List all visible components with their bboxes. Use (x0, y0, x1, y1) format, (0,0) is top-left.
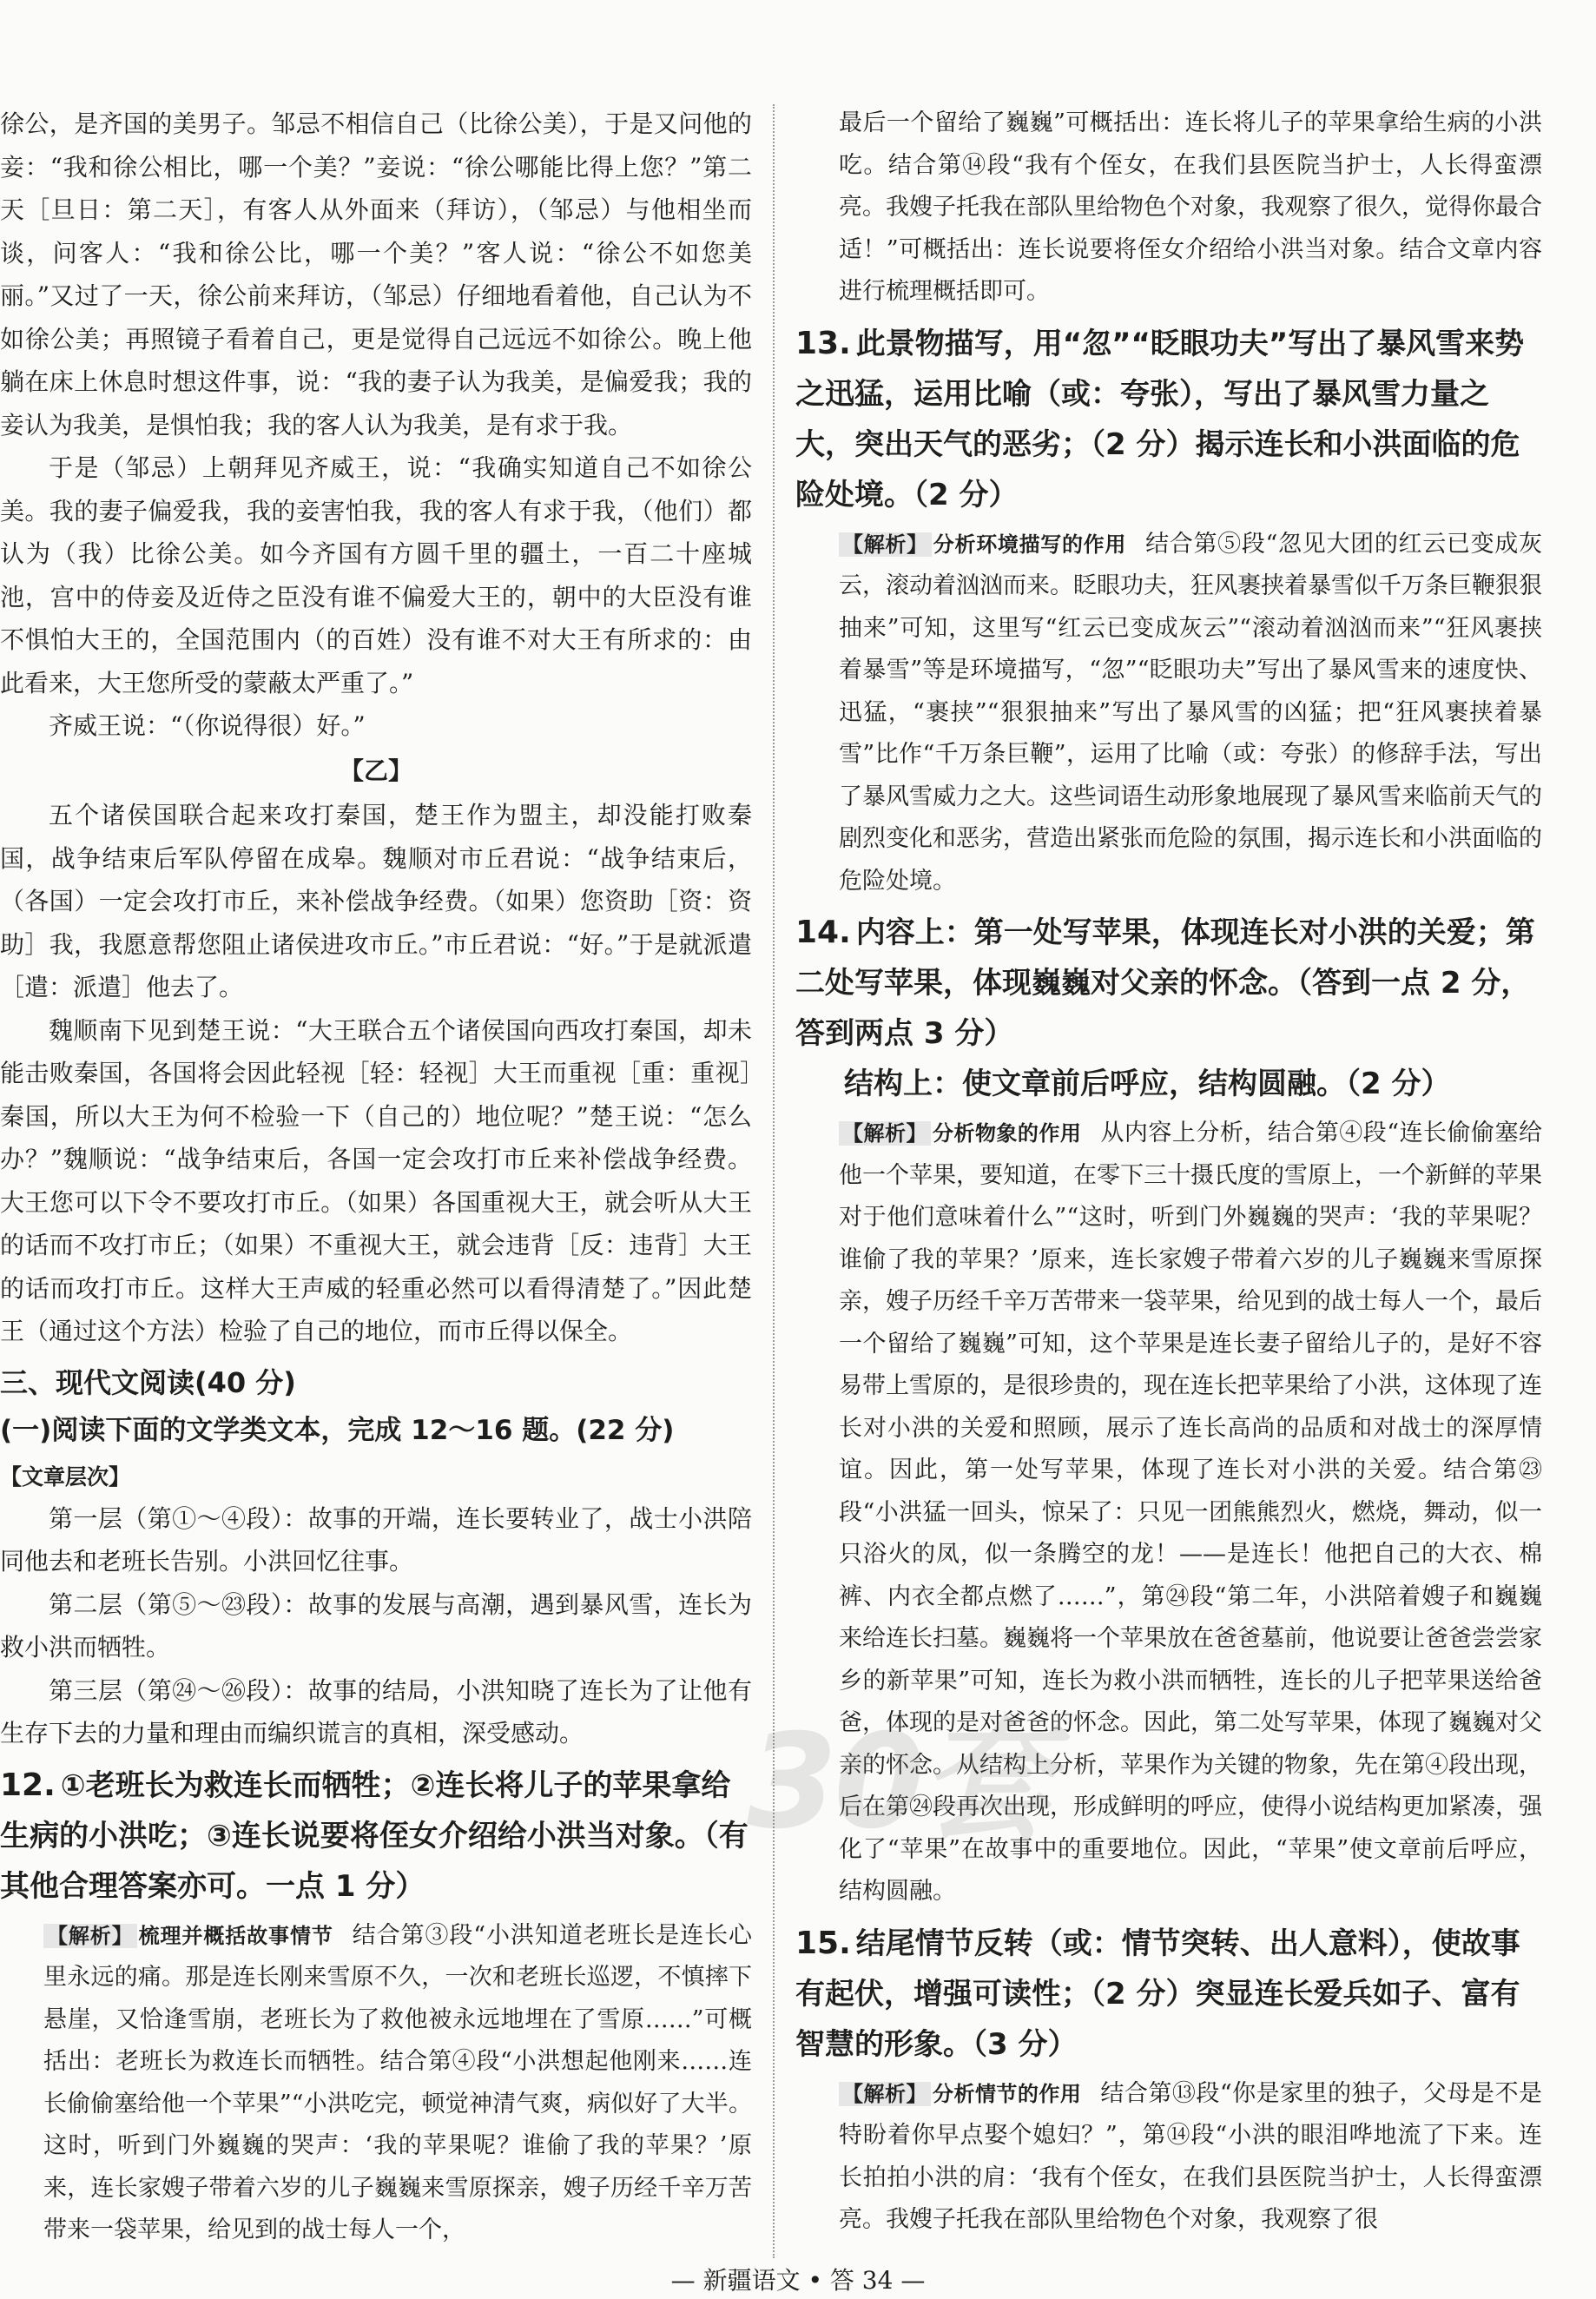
answer-15 (795, 1919, 1542, 2070)
answer-text: 内容上：第一处写苹果，体现连长对小洪的关爱；第二处写苹果，体现巍巍对父亲的怀念。（答到一点 2 分，答到两点 3 分） (795, 915, 1535, 1051)
left-column (0, 102, 752, 2252)
question-number: 14. (795, 915, 851, 950)
analysis-text: 结合第⑬段“你是家里的独子，父母是不是特盼着你早点娶个媳妇？”，第⑭段“小洪的眼泪哗地流了下来。连长拍拍小洪的肩：‘我有个侄女，在我们县医院当护士，人长得蛮漂亮。我嫂子托我在部队里给物色个对象，我观察了很 (839, 2079, 1543, 2233)
analysis-12-continued: 最后一个留给了巍巍”可概括出：连长将儿子的苹果拿给生病的小洪吃。结合第⑭段“我有个侄女，在我们县医院当护士，人长得蛮漂亮。我嫂子托我在部队里给物色个对象，我观察了很久，觉得你最合适！”可概括出：连长说要将侄女介绍给小洪当对象。结合文章内容进行梳理概括即可。 (839, 109, 1542, 305)
analysis-text: 从内容上分析，结合第④段“连长偷偷塞给他一个苹果，要知道，在零下三十摄氏度的雪原上，一个新鲜的苹果对于他们意味着什么”“这时，听到门外巍巍的哭声：‘我的苹果呢？谁偷了我的苹果？’原来，连长家嫂子带着六岁的儿子巍巍来雪原探亲，嫂子历经千辛万苦带来一袋苹果，给见到的战士每人一个，最后一个留给了巍巍”可知，这个苹果是连长妻子留给儿子的，是好不容易带上雪原的，是很珍贵的，现在连长把苹果给了小洪，这体现了连长对小洪的关爱和照顾，展示了连长高尚的品质和对战士的深厚情谊。因此，第一处写苹果，体现了连长对小洪的关爱。结合第㉓段“小洪猛一回头，惊呆了：只见一团熊熊烈火，燃烧，舞动，似一只浴火的凤，似一条腾空的龙！——是连长！他把自己的大衣、棉裤、内衣全都点燃了……”，第㉔段“第二年，小洪陪着嫂子和巍巍来给连长扫墓。巍巍将一个苹果放在爸爸墓前，他说要让爸爸尝尝家乡的新苹果”可知，连长为救小洪而牺牲，连长的儿子把苹果送给爸爸，体现的是对爸爸的怀念。因此，第二处写苹果，体现了巍巍对父亲的怀念。从结构上分析，苹果作为关键的物象，先在第④段出现，后在第㉔段再次出现，形成鲜明的呼应，使得小说结构更加紧凑，强化了“苹果”在故事中的重要地位。因此，“苹果”使文章前后呼应，结构圆融。 (839, 1120, 1543, 1905)
translation-paragraph: 于是（邹忌）上朝拜见齐威王，说：“我确实知道自己不如徐公美。我的妻子偏爱我，我的妾害怕我，我的客人有求于我，（他们）都认为（我）比徐公美。如今齐国有方圆千里的疆土，一百二十座城池，宫中的侍妾及近侍之臣没有谁不偏爱大王的，朝中的大臣没有谁不惧怕大王的，全国范围内（的百姓）没有谁不对大王有所求的：由此看来，大王您所受的蒙蔽太严重了。” (0, 453, 752, 697)
analysis-13 (795, 524, 1542, 903)
analysis-15 (795, 2073, 1542, 2242)
analysis-hint: 分析环境描写的作用 (933, 532, 1127, 557)
analysis-tag: 【解析】 (839, 2082, 931, 2106)
answer-text: 结尾情节反转（或：情节突转、出人意料），使故事有起伏，增强可读性；（2 分）突显连长爱兵如子、富有智慧的形象。（3 分） (795, 1926, 1520, 2062)
question-number: 13. (795, 325, 851, 361)
structure-layer: 第一层（第①～④段）：故事的开端，连长要转业了，战士小洪陪同他去和老班长告别。小洪回忆往事。 (0, 1503, 752, 1576)
analysis-tag: 【解析】 (43, 1924, 137, 1948)
watermark-logo: 30套 (747, 1707, 1048, 1858)
right-column (795, 102, 1542, 2242)
analysis-hint: 梳理并概括故事情节 (138, 1923, 333, 1948)
analysis-12 (0, 1915, 752, 2252)
translation-paragraph: 魏顺南下见到楚王说：“大王联合五个诸侯国向西攻打秦国，却未能击败秦国，各国将会因此轻视［轻：轻视］大王而重视［重：重视］秦国，所以大王为何不检验一下（自己的）地位呢？”楚王说：“怎么办？”魏顺说：“战争结束后，各国一定会攻打市丘来补偿战争经费。大王您可以下令不要攻打市丘。（如果）各国重视大王，就会听从大王的话而不攻打市丘；（如果）不重视大王，就会违背［反：违背］大王的话而攻打市丘。这样大王声威的轻重必然可以看得清楚了。”因此楚王（通过这个方法）检验了自己的地位，而市丘得以保全。 (0, 1015, 752, 1345)
section-title: 三、现代文阅读(40 分) (0, 1365, 296, 1399)
analysis-hint: 分析情节的作用 (932, 2081, 1082, 2106)
answer-14 (795, 908, 1542, 1109)
question-number: 15. (795, 1925, 851, 1961)
answer-text-structure: 结构上：使文章前后呼应，结构圆融。（2 分） (844, 1067, 1451, 1101)
answer-text: 此景物描写，用“忽”“眨眼功夫”写出了暴风雪来势之迅猛，运用比喻（或：夸张），写出了暴风雪力量之大，突出天气的恶劣；（2 分）揭示连长和小洪面临的危险处境。（2 分） (795, 326, 1525, 512)
answer-12 (0, 1761, 752, 1912)
analysis-tag: 【解析】 (839, 532, 932, 557)
analysis-text: 结合第⑤段“忽见大团的红云已变成灰云，滚动着汹汹而来。眨眼功夫，狂风裹挟着暴雪似千万条巨鞭狠狠抽来”可知，这里写“红云已变成灰云”“滚动着汹汹而来”“狂风裹挟着暴雪”等是环境描写，“忽”“眨眼功夫”写出了暴风雪来的速度快、迅猛，“裹挟”“狠狠抽来”写出了暴风雪的凶猛；把“狂风裹挟着暴雪”比作“千万条巨鞭”，运用了比喻（或：夸张）的修辞手法，写出了暴风雪威力之大。这些词语生动形象地展现了暴风雪来临前天气的剧烈变化和恶劣，营造出紧张而危险的氛围，揭示连长和小洪面临的危险处境。 (839, 530, 1543, 895)
analysis-hint: 分析物象的作用 (932, 1121, 1082, 1146)
structure-heading: 【文章层次】 (0, 1463, 131, 1490)
answer-text: ①老班长为救连长而牺牲；②连长将儿子的苹果拿给生病的小洪吃；③连长说要将侄女介绍给小洪当对象。（有其他合理答案亦可。一点 1 分） (0, 1767, 749, 1904)
analysis-tag: 【解析】 (839, 1121, 931, 1146)
answer-13 (795, 319, 1542, 520)
page-footer: — 新疆语文 • 答 34 — (670, 2266, 926, 2295)
translation-paragraph: 齐威王说：“（你说得很）好。” (49, 711, 366, 740)
passage-yi-heading: 【乙】 (339, 756, 412, 785)
translation-paragraph: 五个诸侯国联合起来攻打秦国，楚王作为盟主，却没能打败秦国，战争结束后军队停留在成皋。魏顺对市丘君说：“战争结束后，（各国）一定会攻打市丘，来补偿战争经费。（如果）您资助［资：资助］我，我愿意帮您阻止诸侯进攻市丘。”市丘君说：“好。”于是就派遣［遣：派遣］他去了。 (0, 801, 752, 1001)
structure-layer: 第二层（第⑤～㉓段）：故事的发展与高潮，遇到暴风雪，连长为救小洪而牺牲。 (0, 1589, 752, 1661)
column-divider (773, 104, 775, 2258)
subsection-title: (一)阅读下面的文学类文本，完成 12～16 题。(22 分) (0, 1414, 675, 1446)
question-number: 12. (0, 1767, 56, 1803)
translation-paragraph: 徐公，是齐国的美男子。邹忌不相信自己（比徐公美），于是又问他的妾：“我和徐公相比，哪一个美？”妾说：“徐公哪能比得上您？”第二天［旦日：第二天］，有客人从外面来（拜访），（邹忌）与他相坐而谈，问客人：“我和徐公比，哪一个美？”客人说：“徐公不如您美丽。”又过了一天，徐公前来拜访，（邹忌）仔细地看着他，自己认为不如徐公美；再照镜子看着自己，更是觉得自己远远不如徐公。晚上他躺在床上休息时想这件事，说：“我的妻子认为我美，是偏爱我；我的妾认为我美，是惧怕我；我的客人认为我美，是有求于我。 (0, 109, 752, 439)
analysis-text: 结合第③段“小洪知道老班长是连长心里永远的痛。那是连长刚来雪原不久，一次和老班长巡逻，不慎摔下悬崖，又恰逢雪崩，老班长为了救他被永远地埋在了雪原……”可概括出：老班长为救连长而牺牲。结合第④段“小洪想起他刚来……连长偷偷塞给他一个苹果”“小洪吃完，顿觉神清气爽，病似好了大半。这时，听到门外巍巍的哭声：‘我的苹果呢？谁偷了我的苹果？’原来，连长家嫂子带着六岁的儿子巍巍来雪原探亲，嫂子历经千辛万苦带来一袋苹果，给见到的战士每人一个， (43, 1921, 753, 2243)
structure-layer: 第三层（第㉔～㉖段）：故事的结局，小洪知晓了连长为了让他有生存下去的力量和理由而编织谎言的真相，深受感动。 (0, 1675, 752, 1747)
